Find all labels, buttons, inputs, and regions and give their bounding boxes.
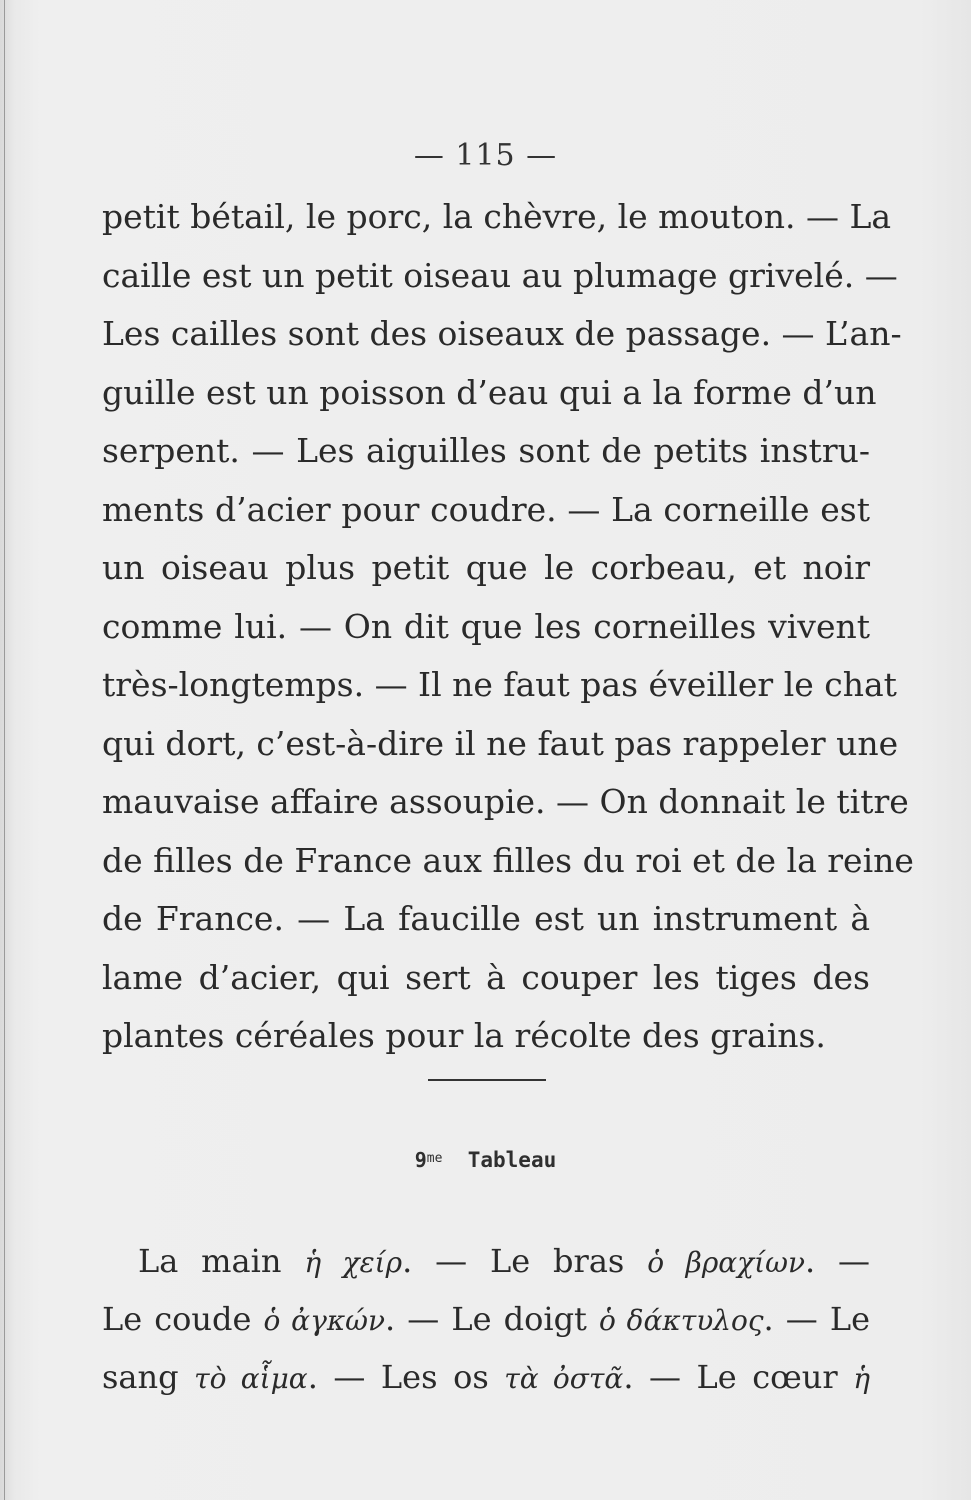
- text-line: un oiseau plus petit que le corbeau, et noir: [102, 548, 870, 587]
- text-line: qui dort, c’est-à-dire il ne faut pas rappeler une: [102, 723, 899, 763]
- section-divider: [428, 1079, 546, 1081]
- text-line: petit bétail, le porc, la chèvre, le mouton. — La: [102, 197, 892, 236]
- vocab-line: [102, 1232, 870, 1290]
- french-text: . — Le: [763, 1300, 871, 1338]
- text-line: ments d’acier pour coudre. — La corneille est: [102, 489, 870, 529]
- greek-term: ὁ ἀγκών: [263, 1304, 386, 1337]
- french-text: Le coude: [102, 1300, 264, 1338]
- greek-term: ὁ βραχίων: [647, 1246, 805, 1279]
- french-text: La main: [138, 1242, 305, 1280]
- greek-term: ὁ δάκτυλος: [598, 1304, 764, 1337]
- french-text: . — Le bras: [402, 1242, 648, 1280]
- vocab-line: [102, 1348, 870, 1406]
- text-line: caille est un petit oiseau au plumage grivelé. —: [102, 255, 898, 295]
- french-text: . — Les os: [307, 1358, 505, 1396]
- french-text: . — Le doigt: [385, 1300, 599, 1338]
- page-number: — 115 —: [413, 138, 558, 173]
- french-text: sang: [102, 1358, 195, 1396]
- greek-term: τὸ αἷμα: [194, 1362, 308, 1395]
- section-number-suffix: me: [426, 1151, 443, 1166]
- text-line: mauvaise affaire assoupie. — On donnait le titre: [102, 782, 909, 821]
- text-line: Les cailles sont des oiseaux de passage. — L’an-: [102, 314, 902, 353]
- french-text: . —: [805, 1242, 871, 1280]
- greek-term: ἡ χείρ: [304, 1246, 403, 1279]
- section-number: 9: [414, 1148, 427, 1172]
- text-line: de France. — La faucille est un instrument à: [102, 899, 870, 938]
- greek-term: ἡ: [853, 1362, 871, 1395]
- french-text: . — Le cœur: [623, 1358, 854, 1396]
- page-gutter-edge: [4, 0, 5, 1500]
- greek-term: τὰ ὀστᾶ: [504, 1362, 624, 1395]
- section-heading: [0, 1148, 971, 1172]
- text-line: de filles de France aux filles du roi et de la reine: [102, 840, 914, 880]
- body-paragraph: [102, 188, 914, 1066]
- text-line: très-longtemps. — Il ne faut pas éveiller le chat: [102, 665, 897, 704]
- text-line: comme lui. — On dit que les corneilles vivent: [102, 606, 870, 646]
- vocabulary-paragraph: [102, 1232, 870, 1406]
- text-line: lame d’acier, qui sert à couper les tiges des: [102, 957, 870, 997]
- vocab-line: [102, 1290, 870, 1348]
- text-line: serpent. — Les aiguilles sont de petits instru-: [102, 431, 870, 470]
- section-title: Tableau: [467, 1148, 557, 1172]
- text-line: guille est un poisson d’eau qui a la forme d’un: [102, 372, 877, 412]
- text-line: plantes céréales pour la récolte des grains.: [102, 1016, 826, 1055]
